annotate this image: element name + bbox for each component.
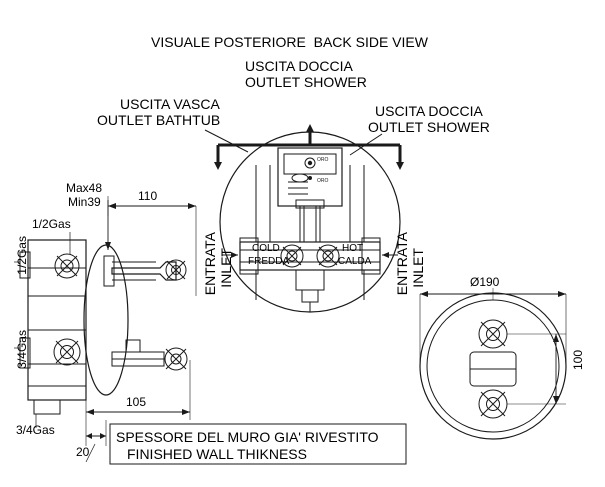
thread-size-half-gas-top: 1/2Gas — [32, 217, 71, 231]
dimension-max48: Max48 — [66, 181, 103, 195]
svg-text:ORO: ORO — [317, 157, 329, 163]
label-calda: CALDA — [338, 256, 372, 267]
label-inlet-left-en: INLET — [218, 248, 234, 288]
label-outlet-shower-top-it: USCITA DOCCIA — [245, 58, 353, 74]
dimension-diameter-190: Ø190 — [470, 275, 500, 289]
note-wall-thickness-en: FINISHED WALL THIKNESS — [127, 446, 307, 462]
label-outlet-bathtub-it: USCITA VASCA — [120, 96, 220, 112]
title-back-side-view: VISUALE POSTERIORE BACK SIDE VIEW — [151, 34, 428, 50]
label-inlet-right-it: ENTRATA — [394, 232, 410, 296]
label-fredda: FREDDA — [248, 256, 290, 267]
dimension-100: 100 — [571, 350, 585, 371]
dimension-105: 105 — [126, 395, 147, 409]
note-wall-thickness-it: SPESSORE DEL MURO GIA' RIVESTITO — [116, 429, 379, 445]
dimension-110: 110 — [138, 189, 158, 203]
label-hot: HOT — [342, 243, 364, 254]
label-outlet-shower-right-it: USCITA DOCCIA — [375, 103, 483, 119]
svg-text:ORO: ORO — [317, 178, 329, 184]
thread-size-three-quarter-gas-bottom: 3/4Gas — [16, 423, 55, 437]
label-cold: COLD — [252, 243, 280, 254]
dimension-min39: Min39 — [68, 195, 101, 209]
thread-size-three-quarter-gas-left: 3/4Gas — [15, 330, 29, 369]
label-inlet-left-it: ENTRATA — [202, 232, 218, 296]
label-outlet-shower-right-en: OUTLET SHOWER — [368, 119, 490, 135]
label-outlet-shower-top-en: OUTLET SHOWER — [245, 74, 367, 90]
dimension-20: 20 — [76, 445, 90, 459]
thread-size-half-gas-left: 1/2Gas — [15, 236, 29, 275]
label-outlet-bathtub-en: OUTLET BATHTUB — [97, 112, 221, 128]
label-inlet-right-en: INLET — [410, 248, 426, 288]
